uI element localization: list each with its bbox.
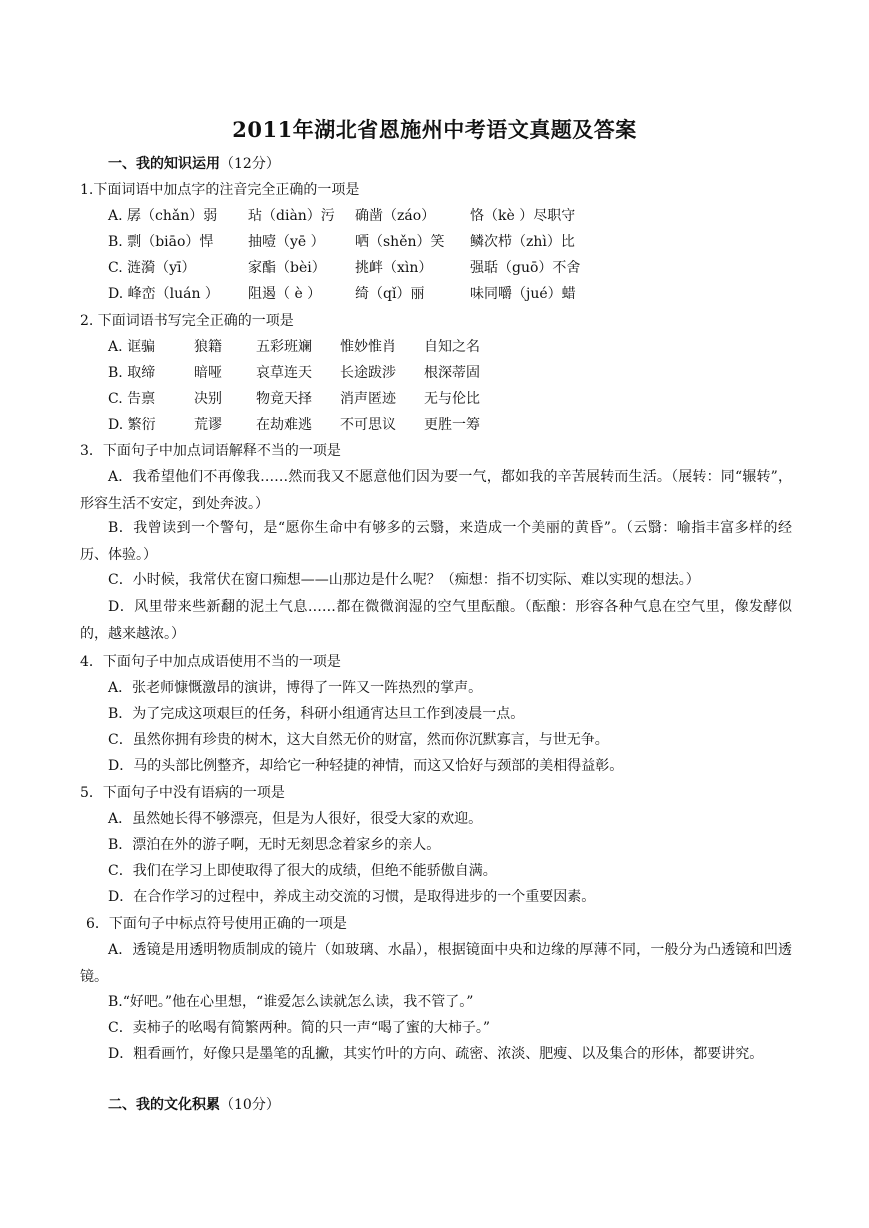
q2-option-a-4: 惟妙惟肖: [340, 339, 396, 355]
q2-option-c-4: 消声匿迹: [340, 391, 396, 407]
q3-option-a: A．我希望他们不再像我……然而我又不愿意他们因为要一气，都如我的辛苦展转而生活。（展转：同“辗转”，形容生活不安定，到处奔波。）: [80, 469, 792, 512]
question-3-stem: 3．下面句子中加点词语解释不当的一项是: [80, 443, 341, 459]
q2-option-d-2: 荒谬: [194, 417, 222, 433]
q2-option-a-3: 五彩班斓: [256, 339, 312, 355]
q5-option-d: D．在合作学习的过程中，养成主动交流的习惯，是取得进步的一个重要因素。: [108, 889, 596, 905]
q5-option-c: C．我们在学习上即使取得了很大的成绩，但绝不能骄傲自满。: [108, 863, 497, 879]
q1-option-d-2: 阻遏（ è ）: [248, 286, 322, 302]
q1-option-c-3: 挑衅（xìn）: [355, 260, 433, 276]
q2-option-d-5: 更胜一筹: [424, 417, 480, 433]
q1-option-a-1: A. 孱（chǎn）弱: [108, 208, 218, 224]
q2-option-a-5: 自知之名: [424, 339, 480, 355]
q3-option-b: B．我曾读到一个警句，是“愿你生命中有够多的云翳，来造成一个美丽的黄昏”。（云翳：喻指丰富多样的经历、体验。）: [80, 520, 792, 563]
q2-option-b-3: 哀草连天: [256, 365, 312, 381]
q2-option-c-5: 无与伦比: [424, 391, 480, 407]
q2-option-a-2: 狼籍: [194, 339, 222, 355]
section-1-label: 一、我的知识运用: [108, 156, 220, 172]
q1-option-a-2: 玷（diàn）污: [248, 208, 335, 224]
question-4-stem: 4．下面句子中加点成语使用不当的一项是: [80, 654, 341, 670]
q5-option-b: B．漂泊在外的游子啊，无时无刻思念着家乡的亲人。: [108, 837, 441, 853]
q6-option-c: C．卖柿子的吆喝有简繁两种。简的只一声“喝了蜜的大柿子。”: [108, 1020, 491, 1036]
q4-option-b: B．为了完成这项艰巨的任务，科研小组通宵达旦工作到凌晨一点。: [108, 706, 525, 722]
q1-option-c-4: 强聒（guō）不舍: [470, 260, 581, 276]
question-5-stem: 5．下面句子中没有语病的一项是: [80, 785, 285, 801]
q6-option-b: B.“好吧。”他在心里想，“谁爱怎么读就怎么读，我不管了。”: [108, 994, 474, 1010]
q1-option-b-4: 鳞次栉（zhì）比: [470, 234, 575, 250]
question-6-stem: 6．下面句子中标点符号使用正确的一项是: [86, 916, 347, 932]
q1-option-d-1: D. 峰峦（luán ）: [108, 286, 219, 302]
q2-option-d-1: D. 繁衍: [108, 417, 156, 433]
q2-option-b-4: 长途跋涉: [340, 365, 396, 381]
q1-option-d-4: 味同嚼（jué）蜡: [470, 286, 576, 302]
q3-option-d: D．风里带来些新翻的泥土气息……都在微微润湿的空气里酝酿。（酝酿：形容各种气息在空气里，像发酵似的，越来越浓。）: [80, 599, 792, 642]
q4-option-c: C．虽然你拥有珍贵的树木，这大自然无价的财富，然而你沉默寡言，与世无争。: [108, 732, 609, 748]
question-2-stem: 2. 下面词语书写完全正确的一项是: [80, 313, 294, 329]
section-2-label: 二、我的文化积累: [108, 1097, 220, 1113]
q2-option-b-1: B. 取缔: [108, 365, 156, 381]
q5-option-a: A．虽然她长得不够漂亮，但是为人很好，很受大家的欢迎。: [108, 811, 483, 827]
q2-option-b-2: 暗哑: [194, 365, 222, 381]
q6-option-a: A．透镜是用透明物质制成的镜片（如玻璃、水晶），根据镜面中央和边缘的厚薄不同，一般分为凸透镜和凹透镜。: [80, 942, 792, 985]
q2-option-c-2: 决别: [194, 391, 222, 407]
q1-option-c-1: C. 涟漪（yī）: [108, 260, 196, 276]
question-1-stem: 1.下面词语中加点字的注音完全正确的一项是: [80, 182, 360, 198]
q4-option-a: A．张老师慷慨激昂的演讲，博得了一阵又一阵热烈的掌声。: [108, 680, 483, 696]
document-title: 2011年湖北省恩施州中考语文真题及答案: [232, 117, 637, 142]
q1-option-b-2: 抽噎（yē ）: [248, 234, 325, 250]
q1-option-d-3: 绮（qǐ）丽: [355, 286, 425, 302]
q1-option-c-2: 家酯（bèi）: [248, 260, 326, 276]
q4-option-d: D．马的头部比例整齐，却给它一种轻捷的神情，而这又恰好与颈部的美相得益彰。: [108, 758, 624, 774]
q2-option-a-1: A. 诓骗: [108, 339, 156, 355]
q2-option-c-1: C. 告禀: [108, 391, 156, 407]
section-heading-1: [108, 155, 280, 173]
section-heading-2: [108, 1096, 280, 1114]
q1-option-b-1: B. 剽（biāo）悍: [108, 234, 214, 250]
q2-option-b-5: 根深蒂固: [424, 365, 480, 381]
q3-option-c: C．小时候，我常伏在窗口痴想——山那边是什么呢？（痴想：指不切实际、难以实现的想法。）: [108, 572, 700, 588]
q1-option-a-3: 确凿（záo）: [355, 208, 436, 224]
section-1-score: （12分）: [220, 156, 280, 172]
q2-option-c-3: 物竟天择: [256, 391, 312, 407]
q1-option-b-3: 哂（shěn）笑: [355, 234, 445, 250]
q2-option-d-3: 在劫难逃: [256, 417, 312, 433]
q6-option-d: D．粗看画竹，好像只是墨笔的乱撇，其实竹叶的方向、疏密、浓淡、肥瘦、以及集合的形体，都要讲究。: [108, 1046, 764, 1062]
q2-option-d-4: 不可思议: [340, 417, 396, 433]
q1-option-a-4: 恪（kè ）尽职守: [470, 208, 576, 224]
section-2-score: （10分）: [220, 1097, 280, 1113]
